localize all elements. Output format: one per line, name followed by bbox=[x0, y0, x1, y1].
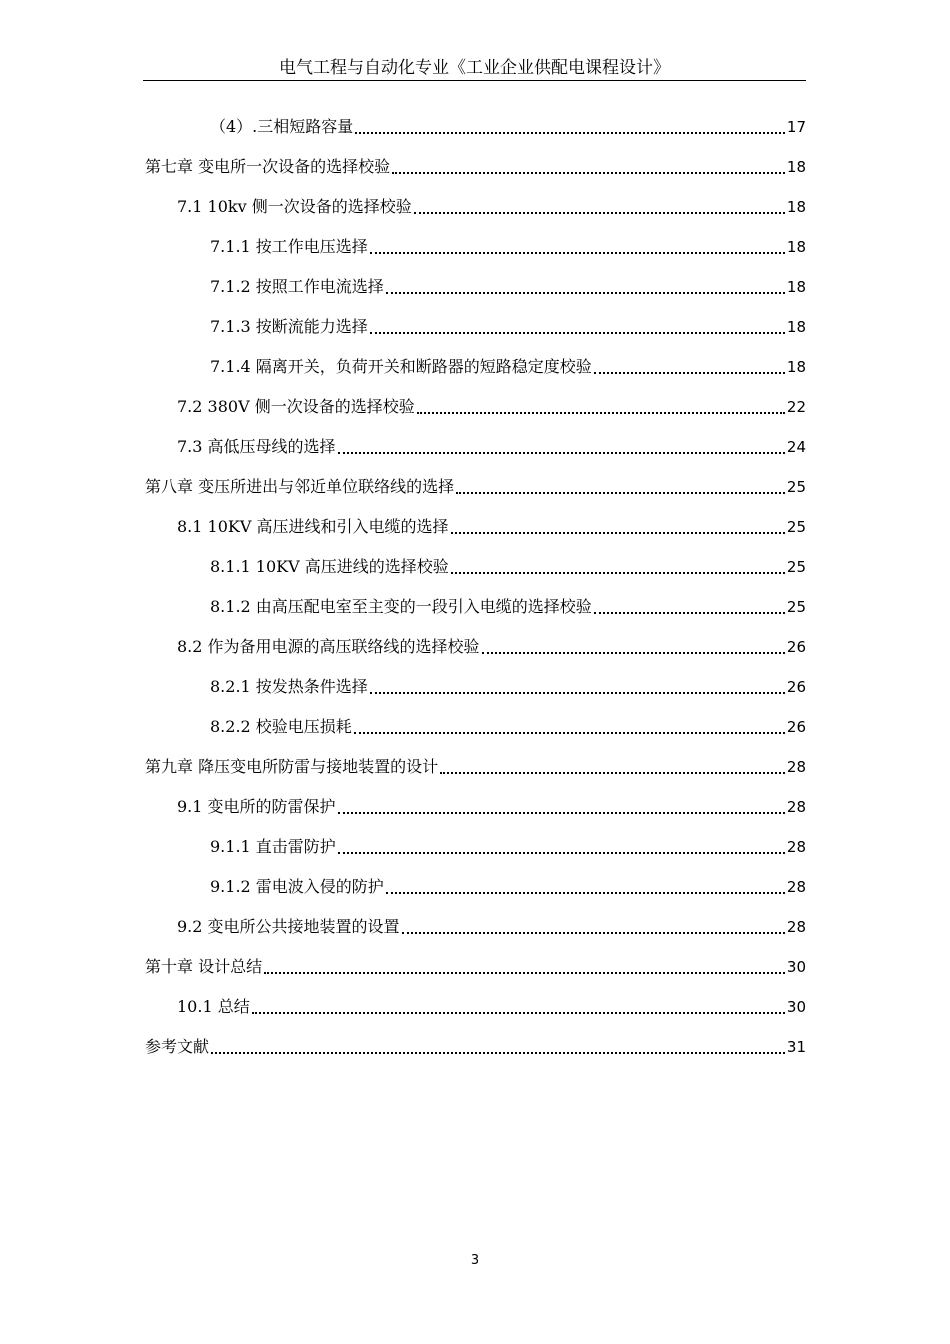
toc-entry-title: 第十章 设计总结 bbox=[145, 957, 263, 976]
toc-entry-page-number: 28 bbox=[786, 838, 806, 856]
toc-entry-10-1[interactable] bbox=[177, 994, 806, 1020]
toc-entry-title: 第七章 变电所一次设备的选择校验 bbox=[145, 157, 391, 176]
dot-leader bbox=[355, 132, 785, 134]
toc-entry-page-number: 17 bbox=[786, 118, 806, 136]
toc-entry-title: 8.2.2 校验电压损耗 bbox=[210, 717, 352, 736]
toc-entry-page-number: 18 bbox=[786, 238, 806, 256]
dot-leader bbox=[451, 532, 785, 534]
toc-entry-8-1-1[interactable] bbox=[210, 554, 806, 580]
toc-entry-8-2-2[interactable] bbox=[210, 714, 806, 740]
dot-leader bbox=[594, 372, 785, 374]
toc-entry-title: 8.1.2 由高压配电室至主变的一段引入电缆的选择校验 bbox=[210, 597, 592, 616]
toc-entry-title: 7.1.4 隔离开关，负荷开关和断路器的短路稳定度校验 bbox=[210, 357, 592, 376]
dot-leader bbox=[338, 812, 785, 814]
toc-entry-title: 7.1 10kv 侧一次设备的选择校验 bbox=[177, 197, 412, 216]
dot-leader bbox=[370, 332, 785, 334]
toc-entry-title: 第九章 降压变电所防雷与接地装置的设计 bbox=[145, 757, 439, 776]
toc-entry-three-phase-short-circuit-capacity[interactable] bbox=[210, 114, 806, 140]
toc-entry-7-1-3[interactable] bbox=[210, 314, 806, 340]
toc-entry-page-number: 28 bbox=[786, 918, 806, 936]
toc-entry-title: 第八章 变压所进出与邻近单位联络线的选择 bbox=[145, 477, 455, 496]
dot-leader bbox=[370, 252, 785, 254]
toc-entry-page-number: 25 bbox=[786, 558, 806, 576]
toc-entry-8-2-1[interactable] bbox=[210, 674, 806, 700]
toc-entry-8-2[interactable] bbox=[177, 634, 806, 660]
toc-entry-page-number: 28 bbox=[786, 798, 806, 816]
dot-leader bbox=[482, 652, 785, 654]
toc-entry-title: 7.1.3 按断流能力选择 bbox=[210, 317, 368, 336]
toc-entry-title: 7.1.2 按照工作电流选择 bbox=[210, 277, 384, 296]
dot-leader bbox=[386, 292, 785, 294]
toc-entry-page-number: 18 bbox=[786, 318, 806, 336]
toc-entry-page-number: 25 bbox=[786, 518, 806, 536]
toc-entry-page-number: 25 bbox=[786, 478, 806, 496]
toc-entry-9-1-2[interactable] bbox=[210, 874, 806, 900]
dot-leader bbox=[456, 492, 785, 494]
dot-leader bbox=[417, 412, 785, 414]
toc-entry-page-number: 31 bbox=[786, 1038, 806, 1056]
toc-entry-9-1[interactable] bbox=[177, 794, 806, 820]
toc-entry-chapter-7[interactable] bbox=[145, 154, 806, 180]
toc-entry-chapter-8[interactable] bbox=[145, 474, 806, 500]
toc-entry-chapter-9[interactable] bbox=[145, 754, 806, 780]
toc-entry-title: 8.1 10KV 高压进线和引入电缆的选择 bbox=[177, 517, 449, 536]
toc-entry-7-1[interactable] bbox=[177, 194, 806, 220]
toc-entry-title: （4）.三相短路容量 bbox=[210, 117, 354, 136]
dot-leader bbox=[211, 1052, 785, 1054]
toc-entry-page-number: 25 bbox=[786, 598, 806, 616]
toc-entry-title: 10.1 总结 bbox=[177, 997, 250, 1016]
toc-entry-7-1-2[interactable] bbox=[210, 274, 806, 300]
toc-entry-page-number: 28 bbox=[786, 758, 806, 776]
toc-entry-page-number: 28 bbox=[786, 878, 806, 896]
toc-entry-page-number: 26 bbox=[786, 678, 806, 696]
dot-leader bbox=[402, 932, 785, 934]
toc-entry-title: 9.1.1 直击雷防护 bbox=[210, 837, 336, 856]
toc-entry-7-3[interactable] bbox=[177, 434, 806, 460]
dot-leader bbox=[370, 692, 785, 694]
dot-leader bbox=[386, 892, 785, 894]
toc-entry-page-number: 30 bbox=[786, 998, 806, 1016]
toc-entry-7-1-4[interactable] bbox=[210, 354, 806, 380]
toc-entry-title: 8.2 作为备用电源的高压联络线的选择校验 bbox=[177, 637, 480, 656]
toc-entry-page-number: 18 bbox=[786, 158, 806, 176]
dot-leader bbox=[594, 612, 785, 614]
toc-entry-title: 8.1.1 10KV 高压进线的选择校验 bbox=[210, 557, 449, 576]
page-header: 电气工程与自动化专业《工业企业供配电课程设计》 bbox=[143, 56, 806, 81]
toc-entry-page-number: 26 bbox=[786, 638, 806, 656]
toc-entry-title: 7.3 高低压母线的选择 bbox=[177, 437, 336, 456]
dot-leader bbox=[354, 732, 785, 734]
page-number: 3 bbox=[470, 1253, 480, 1268]
toc-entry-title: 9.2 变电所公共接地装置的设置 bbox=[177, 917, 400, 936]
dot-leader bbox=[414, 212, 785, 214]
toc-entry-7-2[interactable] bbox=[177, 394, 806, 420]
dot-leader bbox=[338, 852, 785, 854]
dot-leader bbox=[392, 172, 785, 174]
toc-entry-8-1[interactable] bbox=[177, 514, 806, 540]
toc-entry-title: 7.2 380V 侧一次设备的选择校验 bbox=[177, 397, 415, 416]
toc-entry-title: 7.1.1 按工作电压选择 bbox=[210, 237, 368, 256]
toc-entry-8-1-2[interactable] bbox=[210, 594, 806, 620]
dot-leader bbox=[252, 1012, 785, 1014]
toc-entry-references[interactable] bbox=[145, 1034, 806, 1060]
toc-entry-9-1-1[interactable] bbox=[210, 834, 806, 860]
dot-leader bbox=[440, 772, 785, 774]
toc-entry-page-number: 30 bbox=[786, 958, 806, 976]
toc-entry-page-number: 24 bbox=[786, 438, 806, 456]
toc-entry-page-number: 18 bbox=[786, 278, 806, 296]
dot-leader bbox=[264, 972, 785, 974]
toc-entry-page-number: 18 bbox=[786, 358, 806, 376]
dot-leader bbox=[451, 572, 785, 574]
toc-entry-page-number: 26 bbox=[786, 718, 806, 736]
toc-entry-title: 参考文献 bbox=[145, 1037, 210, 1056]
toc-entry-page-number: 22 bbox=[786, 398, 806, 416]
toc-entry-7-1-1[interactable] bbox=[210, 234, 806, 260]
toc-entry-9-2[interactable] bbox=[177, 914, 806, 940]
toc-entry-chapter-10[interactable] bbox=[145, 954, 806, 980]
toc-entry-title: 8.2.1 按发热条件选择 bbox=[210, 677, 368, 696]
toc-entry-title: 9.1 变电所的防雷保护 bbox=[177, 797, 336, 816]
toc-entry-page-number: 18 bbox=[786, 198, 806, 216]
toc-entry-title: 9.1.2 雷电波入侵的防护 bbox=[210, 877, 384, 896]
dot-leader bbox=[338, 452, 785, 454]
